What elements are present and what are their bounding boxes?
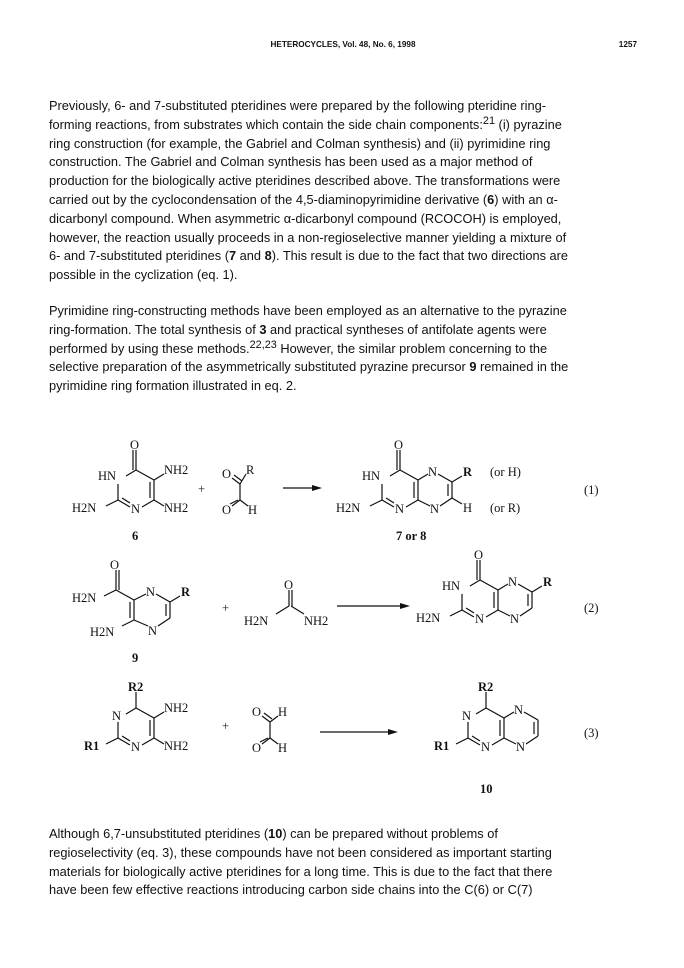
atom-label: O xyxy=(130,438,140,452)
compound-number-label: 9 xyxy=(132,651,139,665)
atom-label: R1 xyxy=(434,739,450,753)
atom-label: H2N xyxy=(336,501,361,515)
compound-number: 8 xyxy=(264,248,272,264)
atom-label: H2N xyxy=(416,611,441,625)
compound-number-label: 10 xyxy=(480,782,493,796)
page-number: 1257 xyxy=(618,40,637,49)
atom-label: O xyxy=(252,705,262,719)
reference-superscript: 21 xyxy=(482,114,495,127)
text-line: regioselectivity (eq. 3), these compounds have not been considered as important starting xyxy=(49,844,552,860)
atom-label: HN xyxy=(362,469,381,483)
compound-6-structure xyxy=(72,438,188,516)
atom-label: HN xyxy=(98,469,117,483)
equation-number: (3) xyxy=(584,726,599,740)
annotation: (or H) xyxy=(490,465,521,479)
text-line: construction. The Gabriel and Colman synthesis has been used as a major method of xyxy=(49,154,533,170)
compound-10-structure xyxy=(434,680,538,754)
atom-label: O xyxy=(222,467,232,481)
atom-label: H2N xyxy=(90,625,115,639)
compound-7-or-8-structure xyxy=(336,438,521,516)
compound-number: 3 xyxy=(259,321,267,337)
text-line: Although 6,7-unsubstituted pteridines (10) can be prepared without problems of xyxy=(49,826,498,841)
text-line: pyrimidine ring formation illustrated in eq. 2. xyxy=(49,378,297,394)
journal-citation: HETEROCYCLES, Vol. 48, No. 6, 1998 xyxy=(270,40,416,49)
equation-3 xyxy=(84,680,599,796)
urea-structure xyxy=(244,578,328,628)
atom-label: N xyxy=(481,740,491,754)
atom-label: N xyxy=(112,709,122,723)
atom-label: R xyxy=(543,575,553,589)
equation-1 xyxy=(72,438,599,543)
text-line: 6- and 7-substituted pteridines (7 and 8). This result is due to the fact that two directions are xyxy=(49,248,569,264)
compound-number: 9 xyxy=(469,359,477,375)
atom-label: R1 xyxy=(84,739,100,753)
atom-label: NH2 xyxy=(304,614,329,628)
atom-label: O xyxy=(222,503,232,517)
text-line: ring construction (for example, the Gabriel and Colman synthesis) and (ii) pyrimidine ring xyxy=(49,135,551,151)
reference-superscript: 22,23 xyxy=(249,338,277,351)
atom-label: R xyxy=(246,463,255,477)
compound-number-label: 6 xyxy=(132,529,139,543)
text-line: possible in the cyclization (eq. 1). xyxy=(49,267,238,283)
dicarbonyl-structure xyxy=(222,463,257,517)
atom-label: HN xyxy=(442,579,461,593)
atom-label: H xyxy=(278,741,288,755)
atom-label: NH2 xyxy=(164,739,189,753)
compound-number: 10 xyxy=(268,826,283,841)
atom-label: O xyxy=(474,548,484,562)
plus-sign: + xyxy=(198,482,206,496)
atom-label: NH2 xyxy=(164,463,189,477)
reaction-scheme-svg xyxy=(0,430,684,810)
atom-label: N xyxy=(146,585,156,599)
text-line: selective preparation of the asymmetrically substituted pyrazine precursor 9 remained in the xyxy=(49,359,569,375)
atom-label: N xyxy=(510,612,520,626)
paragraph-previous-methods xyxy=(49,97,637,285)
atom-label: N xyxy=(462,709,472,723)
atom-label: R2 xyxy=(128,680,144,694)
atom-label: O xyxy=(284,578,294,592)
compound-9-structure xyxy=(72,558,191,639)
atom-label: NH2 xyxy=(164,701,189,715)
atom-label: H2N xyxy=(244,614,269,628)
atom-label: R2 xyxy=(478,680,494,694)
text-line: ring-formation. The total synthesis of 3 and practical syntheses of antifolate agents were xyxy=(49,321,547,337)
text-line: production for the biologically active pteridines described above. The transformations were xyxy=(49,173,561,189)
text-line: have been few effective reactions introducing carbon side chains into the C(6) or C(7) xyxy=(49,882,533,898)
atom-label: O xyxy=(252,741,262,755)
text-line: however, the reaction usually proceeds in a non-regioselective manner yielding a mixture of xyxy=(49,229,567,245)
annotation: (or R) xyxy=(490,501,521,515)
reaction-arrow xyxy=(283,485,322,491)
atom-label: H xyxy=(248,503,258,517)
atom-label: H xyxy=(463,501,473,515)
text-line: forming reactions, from substrates which contain the side chain components:$^{21}$ (i) pyrazine xyxy=(49,114,562,132)
plus-sign: + xyxy=(222,719,230,733)
text-line: dicarbonyl compound. When asymmetric α-dicarbonyl compound (RCOCOH) is employed, xyxy=(49,210,562,226)
atom-label: N xyxy=(131,740,141,754)
atom-label: N xyxy=(475,612,485,626)
atom-label: N xyxy=(516,740,526,754)
atom-label: O xyxy=(394,438,404,452)
running-header xyxy=(49,40,637,54)
text-line: performed by using these methods.$^{22,23}$ However, the similar problem concerning to the xyxy=(49,338,548,356)
atom-label: N xyxy=(148,624,158,638)
reaction-arrow xyxy=(337,603,410,609)
equation-number: (1) xyxy=(584,483,599,497)
text-line: Previously, 6- and 7-substituted pteridines were prepared by the following pteridine ring- xyxy=(49,98,546,113)
atom-label: O xyxy=(110,558,120,572)
diaminopyrimidine-structure xyxy=(84,680,188,754)
equation-2 xyxy=(72,548,599,665)
atom-label: N xyxy=(430,502,440,516)
atom-label: N xyxy=(131,502,141,516)
text-line: Pyrimidine ring-constructing methods have been employed as an alternative to the pyrazine xyxy=(49,303,567,318)
paragraph-unsubstituted-pteridines xyxy=(49,825,637,900)
reaction-scheme xyxy=(0,430,684,810)
atom-label: NH2 xyxy=(164,501,189,515)
reaction-arrow xyxy=(320,729,398,735)
glyoxal-structure xyxy=(252,705,287,755)
atom-label: H2N xyxy=(72,591,97,605)
equation-number: (2) xyxy=(584,601,599,615)
compound-number-label: 7 or 8 xyxy=(396,529,427,543)
atom-label: N xyxy=(514,703,524,717)
text-line: materials for biologically active pteridines for a long time. This is due to the fact that there xyxy=(49,863,553,879)
atom-label: R xyxy=(181,585,191,599)
atom-label: R xyxy=(463,465,473,479)
plus-sign: + xyxy=(222,601,230,615)
atom-label: N xyxy=(428,465,438,479)
pterin-product-structure xyxy=(416,548,553,626)
compound-number: 6 xyxy=(487,191,495,207)
text-line: carried out by the cyclocondensation of the 4,5-diaminopyrimidine derivative (6) with an α- xyxy=(49,191,558,207)
atom-label: H2N xyxy=(72,501,97,515)
compound-number: 7 xyxy=(228,248,237,264)
paragraph-pyrimidine-methods xyxy=(49,302,637,396)
atom-label: N xyxy=(395,502,405,516)
atom-label: N xyxy=(508,575,518,589)
atom-label: H xyxy=(278,705,288,719)
